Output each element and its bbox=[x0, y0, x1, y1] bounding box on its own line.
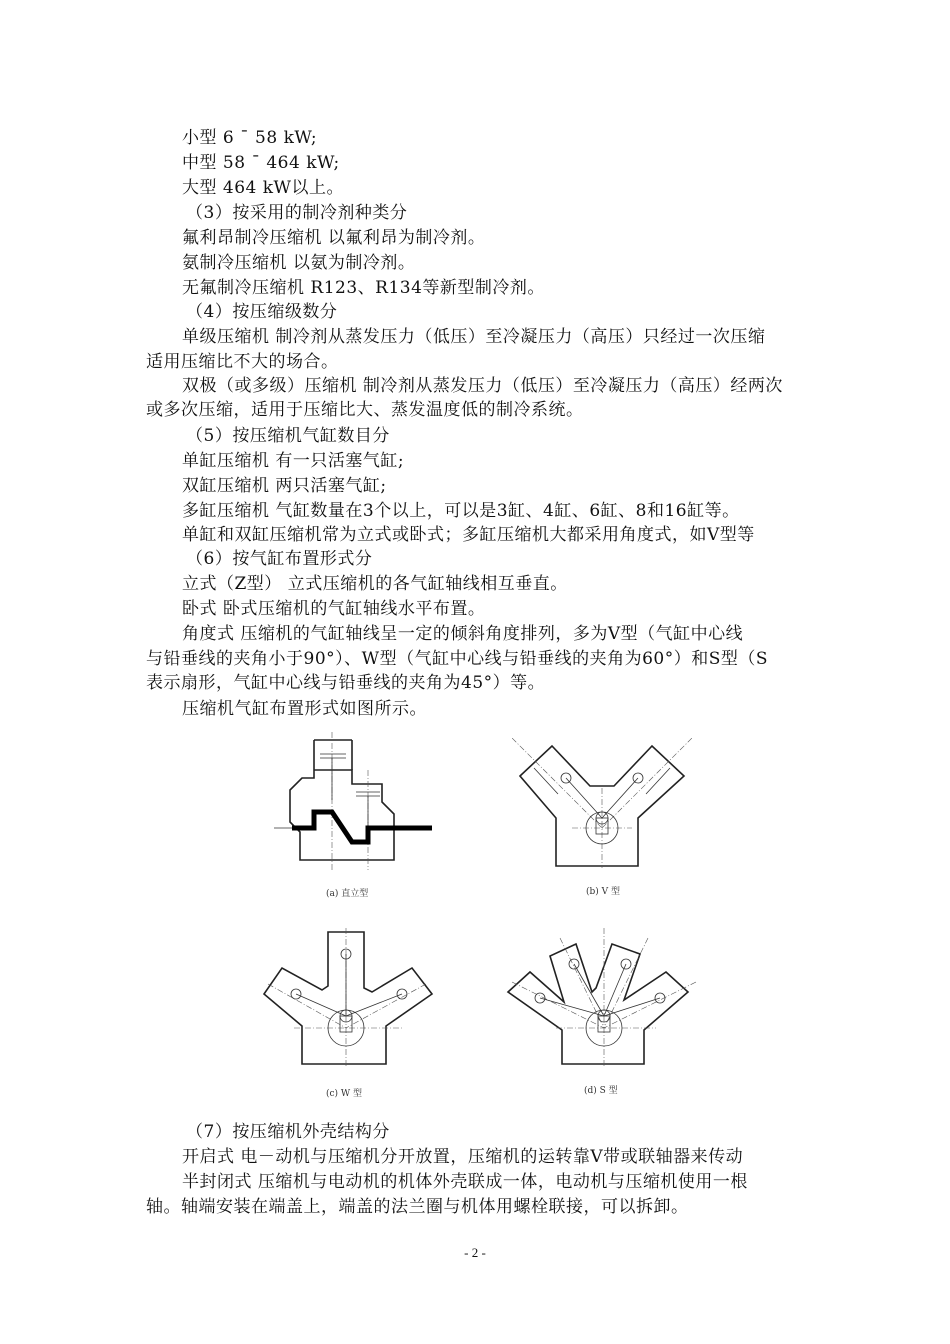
text-line: 双缸压缩机 两只活塞气缸; bbox=[182, 476, 387, 496]
text-line: 与铅垂线的夹角小于90°）、W型（气缸中心线与铅垂线的夹角为60°）和S型（S bbox=[146, 649, 769, 669]
section-heading: （3）按采用的制冷剂种类分 bbox=[186, 203, 408, 223]
section-heading: （5）按压缩机气缸数目分 bbox=[186, 426, 390, 446]
text-line: 氟利昂制冷压缩机 以氟利昂为制冷剂。 bbox=[182, 228, 486, 248]
text-line: 或多次压缩，适用于压缩比大、蒸发温度低的制冷系统。 bbox=[146, 400, 584, 420]
text-line: 单缸和双缸压缩机常为立式或卧式；多缸压缩机大都采用角度式，如V型等 bbox=[182, 525, 755, 545]
text-line: 卧式 卧式压缩机的气缸轴线水平布置。 bbox=[182, 599, 486, 619]
text-line: 立式（Z型） 立式压缩机的各气缸轴线相互垂直。 bbox=[182, 574, 568, 594]
text-line: 小型 6 ¯ 58 kW; bbox=[182, 128, 318, 148]
text-line: 表示扇形，气缸中心线与铅垂线的夹角为45°）等。 bbox=[146, 673, 546, 693]
text-line: 单级压缩机 制冷剂从蒸发压力（低压）至冷凝压力（高压）只经过一次压缩 bbox=[182, 327, 766, 347]
figure-caption-c: (c) W 型 bbox=[326, 1089, 363, 1099]
text-line: 轴。轴端安装在端盖上，端盖的法兰圈与机体用螺栓联接，可以拆卸。 bbox=[146, 1197, 689, 1217]
text-line: 角度式 压缩机的气缸轴线呈一定的倾斜角度排列，多为V型（气缸中心线 bbox=[182, 624, 744, 644]
section-heading: （6）按气缸布置形式分 bbox=[186, 549, 373, 569]
text-line: 压缩机气缸布置形式如图所示。 bbox=[182, 699, 427, 719]
section-heading: （4）按压缩级数分 bbox=[186, 302, 338, 322]
text-line: 适用压缩比不大的场合。 bbox=[146, 352, 339, 372]
figure-caption-b: (b) V 型 bbox=[586, 887, 621, 897]
page-number: - 2 - bbox=[464, 1245, 486, 1260]
text-line: 大型 464 kW以上。 bbox=[182, 178, 345, 198]
figure-caption-d: (d) S 型 bbox=[584, 1086, 618, 1096]
figure-caption-a: (a) 直立型 bbox=[326, 889, 369, 899]
text-line: 双极（或多级）压缩机 制冷剂从蒸发压力（低压）至冷凝压力（高压）经两次 bbox=[182, 376, 783, 396]
text-line: 半封闭式 压缩机与电动机的机体外壳联成一体，电动机与压缩机使用一根 bbox=[182, 1172, 748, 1192]
text-line: 开启式 电－动机与压缩机分开放置，压缩机的运转靠V带或联轴器来传动 bbox=[182, 1147, 744, 1167]
text-line: 无氟制冷压缩机 R123、R134等新型制冷剂。 bbox=[182, 278, 545, 298]
figure-w-type bbox=[254, 928, 444, 1068]
text-line: 中型 58 ¯ 464 kW; bbox=[182, 153, 340, 173]
figure-vertical-type bbox=[272, 730, 442, 880]
text-line: 多缸压缩机 气缸数量在3个以上，可以是3缸、4缸、6缸、8和16缸等。 bbox=[182, 501, 740, 521]
text-line: 氨制冷压缩机 以氨为制冷剂。 bbox=[182, 253, 416, 273]
section-heading: （7）按压缩机外壳结构分 bbox=[186, 1122, 390, 1142]
text-line: 单缸压缩机 有一只活塞气缸; bbox=[182, 451, 405, 471]
figure-s-type bbox=[500, 928, 710, 1068]
figure-v-type bbox=[512, 738, 692, 870]
